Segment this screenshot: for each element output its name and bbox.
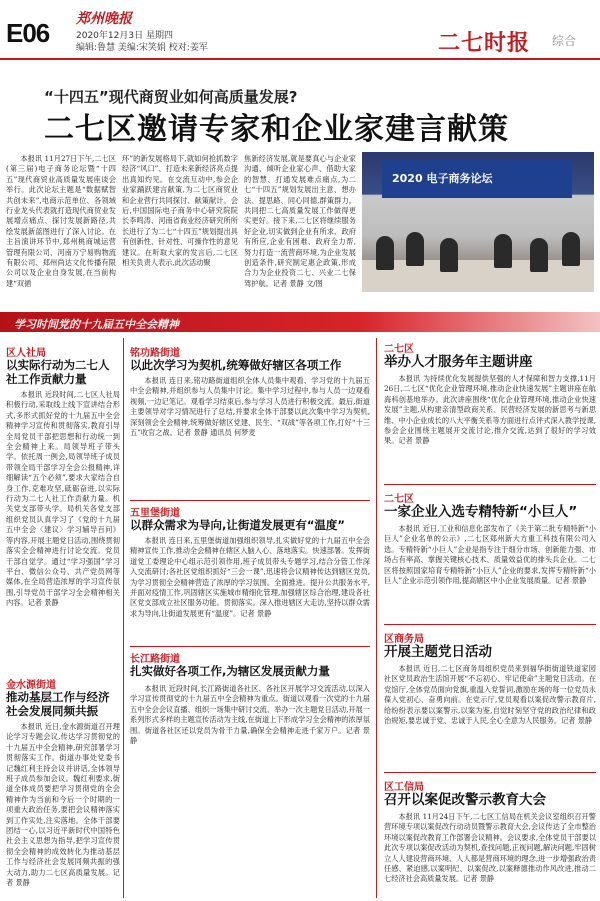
article-body-jingshi: 本报讯 11月24日下午,二七区工信局在机关会议室组织召开警营环境专项以案促改行动动员暨警示教育大会,会议传达了全市整治环境以案促改教育工作部署会议精神。会议要求,全体党员干部要以此次专项以案促改活动为契机,查找问题,正视问题,解决问题,牢固树立人人建设营商环境、人人都是营商环境的理念,进一步增强政治责任感、紧迫感,以案明纪、以案促改,以案释德推动作风改进,推动二七经济社会高质量发展。记者 景静 (384, 812, 596, 884)
article-org-erqi-1: 二七区 (384, 344, 414, 355)
photo-person (562, 232, 580, 266)
article-title-changjianglu: 扎实做好各项工作,为辖区发展贡献力量 (130, 664, 330, 678)
article-title-dangri: 开展主题党日活动 (384, 644, 492, 660)
article-divider (384, 772, 596, 773)
article-org-renshe: 区人社局 (6, 348, 46, 359)
article-body-changjianglu: 本报讯 近段时间,长江路街道各社区、各社区开展学习交流活动,以深入学习宣传贯彻党的十九届五中全会精神为重点。街道以观看一次党的十九届五中全会会议直播、组织一场集中研讨交流、举办一次主题党日活动,开展一系列形式多样的主题宣传活动为主线,在街道上下形成学习全会精神的浓厚氛围。街道各社区还以党员为骨干力量,确保全会精神走进千家万户。记者 景静 (130, 684, 370, 746)
photo-screen-text: 2020 电子商务论坛 (392, 172, 493, 185)
lead-body-col2: 环”的新发展格局下,就如何抢抓数字经济“风口”、打造未来新经济亮点提出真知灼见。在交流互动中,参会企业家踊跃建言献策,为二七区商贸业和企业营行共同探讨、献策献计。会后,中国国际电子商务中心研究院院长李鸣涛、河南省商业经济研究所所长进行了为二七“十四五”规划提出具有创新性、针对性、可操作性的意见建议。在听取大家的发言后,二七区相关负责人表示,此次活动聚 (122, 154, 238, 268)
lead-subtitle: “十四五”现代商贸业如何高质量发展? (44, 88, 298, 106)
article-org-wulibao: 五里堡街道 (130, 508, 180, 519)
article-divider (130, 646, 370, 647)
article-title-jingshi: 召开以案促改警示教育大会 (384, 792, 546, 808)
issue-date: 2020年12月3日 星期四 (76, 31, 173, 41)
photo-person (530, 238, 548, 272)
photo-person (406, 232, 424, 266)
lead-body-col1: 本报讯 11月27日下午,二七区(第三届)电子商务论坛暨“十四五”现代商贸业高质量发展座谈会举行。此次论坛主题是“数据赋智 共创未来”,电商示范单位、各领域行业龙头代表就打造现代商贸业发展增点痛点、探讨发展新路径,共绘发展新蓝图进行了深入讨论。在主旨演讲环节中,郑州桃商城运营管理有限公司、河南万宁易购物流有限公司、郑州尚达文化传播有限公司以及企业自身发展,在当前构建“双循 (6, 154, 116, 288)
article-org-changjianglu: 长江路街道 (130, 654, 180, 665)
forum-photo (362, 152, 594, 292)
column-divider (123, 338, 124, 898)
article-body-renshe: 本报讯 近段时间,二七区人社局积极行动,采取线上线下宣讲结合形式,多形式抓好党的十九届五中全会精神学习宣传和贯彻落实,教育引导全局党员干部把思想和行动统一到全会精神上来。局领导班子带头学。依托周一例会,局领导班子成员带领全局干部学习全会公报精神,详细解读“五个必须”,要求大家结合自身工作,克难攻坚,砥砺奋进,以实际行动为二七人社工作贡献力量。机关党支部带头学。局机关各党支部组织党员认真学习了《党的十九届五中全会〈建议〉学习辅导百问》等内容,开展主题党日活动,围绕贯彻落实全会精神进行讨论交流。党员干部自觉学。通过“学习强国”学习平台、微信公众号、共产党员网等媒体,在全局营造浓厚的学习宣传氛围,引导党员干部学习全会精神相关内容。记者 景静 (6, 390, 120, 608)
page-number: E06 (6, 18, 50, 48)
photo-person (376, 236, 394, 270)
article-body-dangri: 本报讯 近日,二七区商务局组织党员来到福华街街道铁道家园社区党员政治生活馆开展“不忘初心、牢记使命”主题党日活动。在党馆厅,全体党员面向党旗,重温入党誓词,激励在场的每一位党员永葆入党初心、奋勇向前。在党示厅,党员观看以案促改警示教育片,给纷纷表示要以案警示,以案为鉴,自觉时刻坚守党的政治纪律和政治规矩,要忠诚于党、忠诚于人民,全心全意为人民服务。记者 景静 (384, 664, 596, 726)
theme-banner (0, 312, 600, 332)
article-body-jinshuiyuan: 本报讯 近日,金水源街道召开理论学习专题会议,传达学习贯彻党的十九届五中全会精神,研究部署学习贯彻落实工作。街道办事处党委书记魏红利主持会议并讲话,全体领导班子成员参加会议。魏红利要求,街道全体成员要把学习贯彻党的全会精神作为当前和今后一个时期的一项重大政治任务,要把会议精神落实到工作实处,注实落地。全体干部要团结一心,以习近平新时代中国特色社会主义思想为指导,把学习宣传贯彻全会精神的成效转化为推动基层工作与经济社会发展同频共振的强大动力,助力二七区高质量发展。记者 景静 (6, 722, 120, 888)
banner-text: 学习时间党的十九届五中全会精神 (14, 318, 179, 331)
article-body-wulibao: 本报讯 连日来,五里堡街道加强组织领导,扎实做好党的十九届五中全会精神宣传工作,推动全会精神在辖区入脑入心、落地落实。快速部署。发挥街道党工委理论中心组示范引领作用,班子成员带头专题学习,结合分管工作深入交流研讨;各社区党组织抓好“三会一课”,迅速将会议精神传达到辖区党员,为学习贯彻全会精神营造了浓厚的学习氛围。全面推进。提升公共服务水平,并面对疫情工作,巩固辖区实施城市精细化管理,加强辖区综合治理,建设各社区党支部成立社区服务功能。贯彻落实。深入推进辖区大走访,坚持以群众需求为导向,让街道发展更有“温度”。记者 景静 (130, 536, 370, 618)
photo-table (362, 260, 594, 292)
lead-headline: 二七区邀请专家和企业家建言献策 (44, 112, 509, 147)
editor-credits: 编辑:鲁慧 美编:宋笑娟 校对:姜军 (76, 43, 208, 53)
article-title-jinshuiyuan: 推动基层工作与经济社会发展同频共振 (6, 690, 110, 718)
column-divider (376, 338, 377, 898)
article-title-rencai: 举办人才服务年主题讲座 (384, 354, 533, 370)
article-org-shangwu: 区商务局 (384, 634, 424, 645)
section-name: 二七时报 (438, 31, 531, 56)
article-org-jinshuiyuan: 金水源街道 (6, 680, 56, 691)
photo-person (440, 238, 458, 272)
article-body-rencai: 本报讯 为持续优化发展提供坚强的人才保障和智力支撑,11月26日,二七区“优化企业管理环境,推动企业快速发展”主题讲座在航海科创基地举办。此次讲座围绕“优化企业管理环境,推动企业快速发展”主题,从构建亲清型政商关系、民营经济发展的新思考与新思维、中小企业成长的八大平衡关系等方面进行点评式深入教学授课,参会企业围绕主题展开交流讨论,推介交流,达到了很好的学习效果。记者 景静 (384, 374, 596, 446)
article-divider (130, 500, 370, 501)
article-body-xiaojuren: 本报讯 近日,工业和信息化部发布了《关于第二批专精特新“小巨人”企业名单的公示》,二七区郑州新大方重工科技有限公司入选。专精特新“小巨人”企业是指专注于细分市场、创新能力强、市场占有率高、掌握关键核心技术、质量效益优的排头兵企业。二七区将按照国家培育专精特新“小巨人”企业的要求,发挥专精特新“小巨人”企业示范引领作用,提高辖区中小企业发展质量。记者 景静 (384, 524, 596, 586)
lead-body-col3: 焦新经济发展,就是要真心与企业家沟通、倾听企业家心声、借助大家的智慧、打通发展难点痛点,为二七“十四五”规划发展出主意、想办法、提思路、同心同德,群策群力。共同把二七高质量发展工作做得更实更好。接下来,二七区将继续服务好企业,切实做到企业有所求、政府有所应,企业有困难、政府全力帮,努力打造一流营商环境,为企业发展创造条件,研究制定惠企政策,形成合力为企业投资二七、兴业二七保驾护航。记者 景静 文/图 (244, 154, 356, 288)
page-header (0, 0, 600, 60)
article-title-xiaojuren: 一家企业入选专精特新“小巨人” (384, 504, 578, 520)
article-title-renshe: 以实际行动为二七人社工作贡献力量 (6, 358, 110, 386)
article-title-wulibao: 以群众需求为导向,让街道发展更有“温度” (130, 518, 345, 532)
article-org-erqi-2: 二七区 (384, 494, 414, 505)
article-org-minggonglu: 铭功路街道 (130, 348, 180, 359)
article-body-minggonglu: 本报讯 连日来,铭功路街道组织全体人员集中观看、学习党的十九届五中全会精神,并组织参与人员集中讨论。集中学习过程中,参与人员一边观看视频,一边记笔记。观看学习结束后,参与学习人员进行积极交流。最后,街道主要领导对学习情况进行了总结,并要求全体干部要以此次集中学习为契机,深刻领会全会精神,统筹做好辖区党建、民生、“双战”等各项工作,打好“十三五”收官之战。记者 景静 通讯员 何梦麦 (130, 376, 370, 438)
article-org-gongxin: 区工信局 (384, 782, 424, 793)
section-tag: 综合 (552, 34, 577, 48)
newspaper-brand: 郑州晚报 (76, 11, 132, 27)
article-divider (384, 484, 596, 485)
photo-person (494, 234, 512, 268)
article-title-minggonglu: 以此次学习为契机,统筹做好辖区各项工作 (130, 358, 342, 372)
article-divider (384, 624, 596, 625)
